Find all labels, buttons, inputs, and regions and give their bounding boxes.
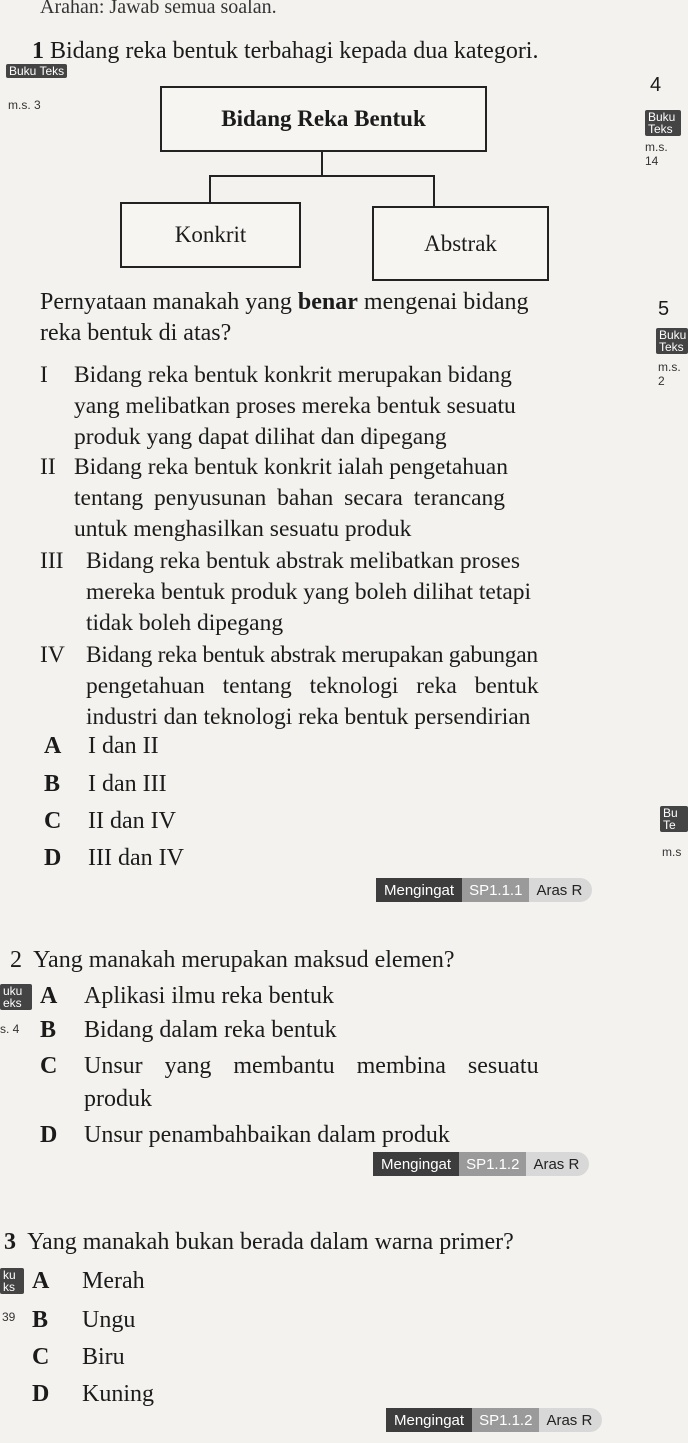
choice-text: I dan III: [88, 771, 167, 797]
q2-stem: [10, 945, 455, 976]
badge-code: SP1.1.2: [459, 1152, 526, 1176]
statement-line: mereka bentuk produk yang boleh dilihat tetapi: [86, 579, 532, 605]
statement-line: pengetahuan tentang teknologi reka bentuk: [86, 673, 539, 699]
choice-text: Kuning: [82, 1381, 154, 1407]
badge-code: SP1.1.1: [462, 878, 529, 902]
margin-question-number: 5: [658, 298, 670, 320]
choice-text: Bidang dalam reka bentuk: [84, 1017, 337, 1043]
statement-item: [40, 640, 640, 733]
choice-text: Biru: [82, 1344, 125, 1370]
diagram-root-box: Bidang Reka Bentuk: [160, 86, 487, 152]
margin-question-number: 4: [650, 74, 662, 96]
q1-stem: [32, 36, 538, 67]
badge-level: Mengingat: [386, 1408, 472, 1432]
choice-text: Unsur yang membantu membina sesuatu: [84, 1053, 539, 1079]
badge-aras: Aras R: [539, 1408, 602, 1432]
statement-line: yang melibatkan proses mereka bentuk sesuatu: [74, 393, 516, 419]
choice-text: III dan IV: [88, 845, 184, 871]
statement-roman: IV: [40, 642, 65, 668]
q3-skill-badge: [386, 1408, 602, 1432]
statement-line: industri dan teknologi reka bentuk persendirian: [86, 704, 531, 730]
choice-letter: A: [44, 733, 62, 759]
margin-tag-buku-teks: ku ks: [0, 1268, 24, 1294]
margin-tag-buku-teks-right: Buku Teks: [645, 110, 681, 136]
choice-letter: A: [40, 983, 58, 1009]
statement-line: Bidang reka bentuk konkrit merupakan bidang: [74, 362, 512, 388]
badge-level: Mengingat: [373, 1152, 459, 1176]
q1-question-line2: reka bentuk di atas?: [40, 320, 232, 346]
choice-letter: B: [32, 1307, 49, 1333]
badge-level: Mengingat: [376, 878, 462, 902]
q1-question-emphasis: benar: [297, 289, 358, 315]
choice-letter: D: [44, 845, 62, 871]
q1-stem-text: Bidang reka bentuk terbahagi kepada dua kategori.: [50, 38, 539, 64]
statement-item: [40, 546, 640, 639]
choice-text: Aplikasi ilmu reka bentuk: [84, 983, 334, 1009]
q1-question-part: Pernyataan manakah yang: [40, 289, 298, 315]
choice-letter: B: [40, 1017, 57, 1043]
choice-letter: D: [32, 1381, 50, 1407]
q1-skill-badge: [376, 878, 592, 902]
q3-stem-text: Yang manakah: [27, 1229, 176, 1255]
statement-item: [40, 360, 640, 453]
choice-letter: C: [44, 808, 62, 834]
choice-text: produk: [84, 1086, 152, 1112]
diagram-connector: [209, 175, 434, 177]
q2-skill-badge: [373, 1152, 589, 1176]
choice-text: I dan II: [88, 733, 159, 759]
choice-letter: B: [44, 771, 61, 797]
margin-tag-page: m.s. 3: [8, 98, 41, 112]
statement-item: [40, 452, 640, 545]
choice-letter: D: [40, 1122, 58, 1148]
margin-tag-page: 39: [2, 1310, 16, 1324]
margin-tag-buku-teks-right: Bu Te: [660, 806, 688, 832]
badge-aras: Aras R: [526, 1152, 589, 1176]
q2-number: 2: [10, 947, 22, 973]
q1-question-part: mengenai bidang: [357, 289, 529, 315]
statement-roman: II: [40, 454, 56, 480]
choice-text: II dan IV: [88, 808, 176, 834]
badge-code: SP1.1.2: [472, 1408, 539, 1432]
diagram-connector: [321, 150, 323, 176]
statement-line: tidak boleh dipegang: [86, 610, 284, 636]
choice-letter: A: [32, 1268, 50, 1294]
page-instruction: Arahan: Jawab semua soalan.: [40, 0, 277, 18]
margin-tag-buku-teks: uku eks: [0, 984, 32, 1010]
choice-text: Ungu: [82, 1307, 136, 1333]
statement-line: tentang penyusunan bahan secara terancang: [74, 485, 506, 511]
margin-tag-buku-teks-right: Buku Teks: [656, 328, 688, 354]
margin-tag-page: s. 4: [0, 1022, 20, 1036]
statement-line: Bidang reka bentuk abstrak merupakan gabungan: [86, 642, 538, 668]
q3-stem-emphasis: bukan: [175, 1229, 234, 1255]
q3-stem: [4, 1227, 514, 1258]
statement-line: untuk menghasilkan sesuatu produk: [74, 516, 412, 542]
diagram-abstrak-box: Abstrak: [372, 206, 549, 281]
margin-tag-page-right: m.s. 14: [645, 140, 668, 168]
margin-tag-page-right: m.s: [662, 845, 682, 859]
statement-roman: I: [40, 362, 48, 388]
margin-tag-page-right: m.s. 2: [658, 360, 681, 388]
choice-text: Merah: [82, 1268, 145, 1294]
q3-stem-text-end: berada dalam warna primer?: [233, 1229, 514, 1255]
choice-letter: C: [32, 1344, 50, 1370]
diagram-connector: [433, 175, 435, 206]
q1-question: [40, 287, 529, 318]
diagram-connector: [209, 175, 211, 202]
margin-tag-buku-teks: Buku Teks: [6, 64, 67, 78]
badge-aras: Aras R: [529, 878, 592, 902]
statement-roman: III: [40, 548, 64, 574]
statement-line: produk yang dapat dilihat dan dipegang: [74, 424, 447, 450]
q3-number: 3: [4, 1229, 16, 1255]
q1-number: 1: [32, 38, 44, 64]
diagram-konkrit-box: Konkrit: [120, 202, 301, 268]
q2-stem-text: Yang manakah merupakan maksud elemen?: [33, 947, 455, 973]
q2-choice-c[interactable]: [40, 1053, 640, 1115]
choice-text: Unsur penambahbaikan dalam produk: [84, 1122, 450, 1148]
choice-letter: C: [40, 1053, 58, 1079]
statement-line: Bidang reka bentuk abstrak melibatkan proses: [86, 548, 520, 574]
statement-line: Bidang reka bentuk konkrit ialah pengetahuan: [74, 454, 508, 480]
